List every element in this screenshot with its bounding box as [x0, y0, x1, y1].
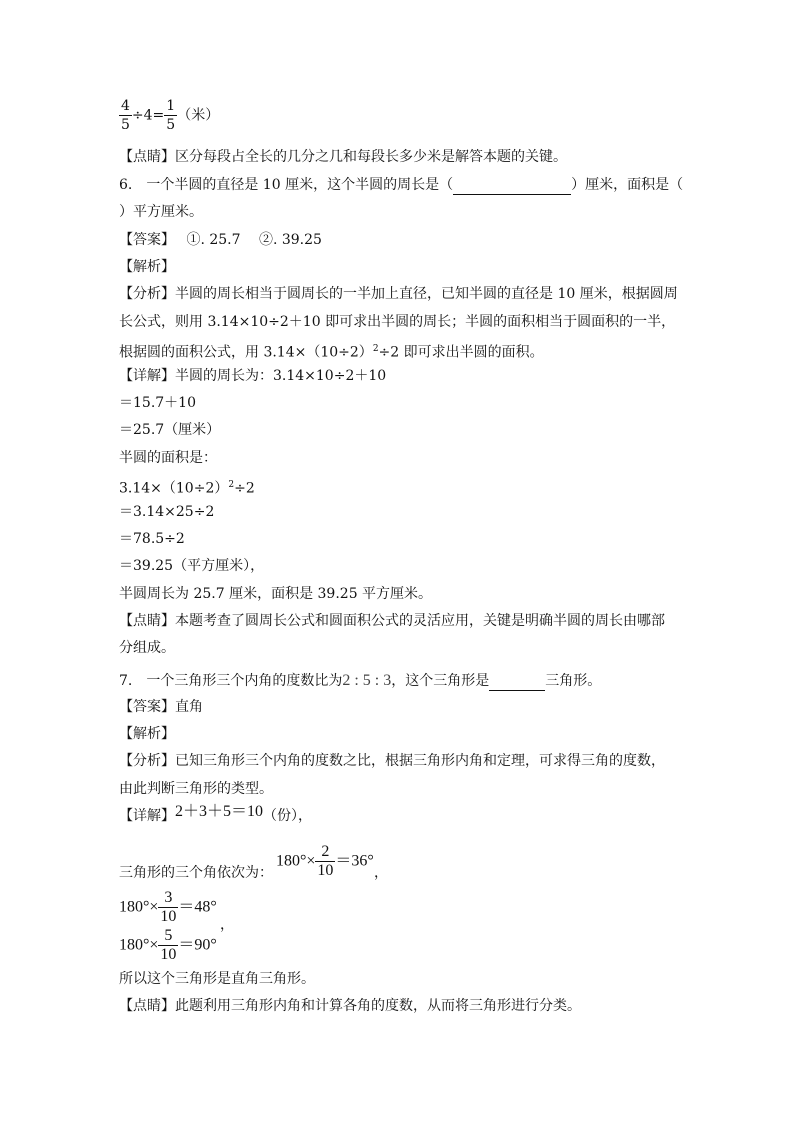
q7-xiangjie: 【详解】2＋3＋5＝10（份）， [119, 803, 313, 824]
q6-stem-line2: ）平方厘米。 [119, 204, 203, 220]
q6-step-2: ＝25.7（厘米） [119, 422, 221, 438]
q7-angle-1: 180°× $\frac{2}{10}$ ＝36° [276, 843, 374, 879]
fraction-four-fifths: $\frac{4}{5}$ [121, 98, 130, 133]
q6-area-label: 半圆的面积是： [119, 450, 217, 466]
q6-area-1: $3.14\times(10\div 2)^2\div 2$ [119, 480, 255, 497]
q6-stem-line1: 6. 一个半圆的直径是 10 厘米，这个半圆的周长是（ ）厘米，面积是（ [119, 177, 684, 193]
q6-jiexi: 【解析】 [119, 259, 175, 275]
fraction-3-10: $\frac{3}{10}$ [160, 889, 177, 925]
q6-dianjing-2: 分组成。 [119, 640, 175, 656]
q6-area-4: ＝39.25（平方厘米）， [119, 558, 265, 574]
q7-blank [489, 672, 545, 691]
q7-conclusion: 所以这个三角形是直角三角形。 [119, 971, 315, 987]
q7-jiexi: 【解析】 [119, 726, 175, 742]
q6-area-2: ＝3.14×25÷2 [119, 504, 215, 520]
fraction-one-fifth: $\frac{1}{5}$ [166, 98, 176, 133]
q7-angles-label: 三角形的三个角依次为： [119, 865, 273, 881]
q7-comma-1: ， [374, 865, 388, 881]
q6-blank-perimeter [453, 176, 571, 195]
q6-dianjing-1: 【点睛】本题考查了圆周长公式和圆面积公式的灵活应用，关键是明确半圆的周长由哪部 [119, 613, 665, 629]
q6-answer: 【答案】 ①. 25.7 ②. 39.25 [119, 232, 322, 248]
q7-fenxi-1: 【分析】已知三角形三个内角的度数之比，根据三角形内角和定理，可求得三角的度数， [119, 753, 665, 769]
q6-fenxi-2: 长公式，则用 3.14×10÷2＋10 即可求出半圆的周长；半圆的面积相当于圆面积的一半， [119, 314, 676, 330]
top-calculation: $\frac{4}{5}$ ÷4= $\frac{1}{5}$ （米） [121, 98, 220, 133]
fraction-2-10: $\frac{2}{10}$ [317, 843, 334, 879]
q6-area-3: ＝78.5÷2 [119, 531, 185, 547]
q6-fenxi-3: 根据圆的面积公式，用 $3.14\times(10\div 2)^2\div 2$ 即可求出半圆的面积。 [119, 344, 544, 361]
fraction-5-10: $\frac{5}{10}$ [160, 927, 177, 963]
q7-comma-2: ， [220, 917, 234, 933]
q6-xiangjie: 【详解】半圆的周长为：3.14×10÷2＋10 [119, 368, 387, 384]
q7-angle-2: 180°× $\frac{3}{10}$ ＝48° [119, 889, 217, 925]
top-dianjing: 【点睛】区分每段占全长的几分之几和每段长多少米是解答本题的关键。 [119, 149, 567, 165]
q7-answer: 【答案】直角 [119, 699, 203, 715]
q6-fenxi-1: 【分析】半圆的周长相当于圆周长的一半加上直径，已知半圆的直径是 10 厘米，根据圆周 [119, 286, 678, 302]
q7-stem: 7. 一个三角形三个内角的度数比为2 : 5 : 3，这个三角形是 三角形。 [119, 672, 602, 689]
q7-dianjing: 【点睛】此题利用三角形内角和计算各角的度数，从而将三角形进行分类。 [119, 998, 581, 1014]
q7-fenxi-2: 由此判断三角形的类型。 [119, 781, 273, 797]
q6-conclusion: 半圆周长为 25.7 厘米，面积是 39.25 平方厘米。 [119, 586, 433, 602]
q6-step-1: ＝15.7＋10 [119, 395, 196, 411]
q7-angle-3: 180°× $\frac{5}{10}$ ＝90° [119, 927, 217, 963]
q7-ratio: 2 : 5 : 3 [342, 672, 392, 689]
q7-sum-formula: 2＋3＋5＝10 [175, 803, 264, 820]
